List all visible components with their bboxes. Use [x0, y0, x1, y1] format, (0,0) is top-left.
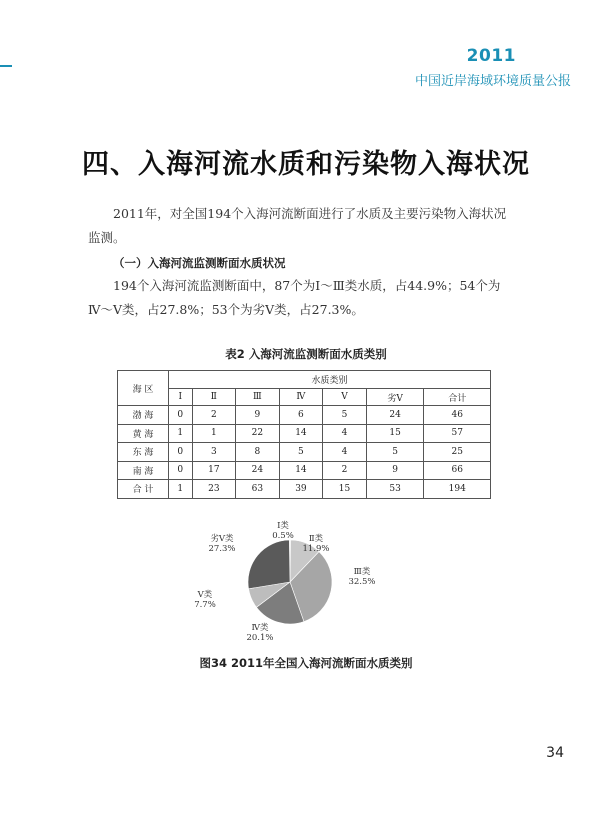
table-cell: 4 — [323, 424, 367, 443]
pie-label-value: 11.9% — [302, 544, 330, 554]
table-cell: 22 — [236, 424, 280, 443]
figure-caption: 图34 2011年全国入海河流断面水质类别 — [199, 656, 413, 670]
column-header-class: Ⅰ — [169, 389, 193, 406]
intro-line-2: 监测。 — [88, 230, 126, 245]
column-header-class: 劣Ⅴ — [366, 389, 424, 406]
section-heading: （一）入海河流监测断面水质状况 — [113, 256, 286, 270]
table-cell: 6 — [279, 406, 323, 425]
pie-label-category: Ⅳ类 — [251, 623, 269, 633]
pie-label — [180, 590, 230, 610]
column-header-region: 海 区 — [118, 371, 169, 406]
pie-label-category: Ⅲ类 — [353, 567, 371, 577]
table-caption: 表2 入海河流监测断面水质类别 — [225, 347, 387, 361]
table-cell: 66 — [424, 461, 491, 480]
pie-label — [235, 623, 285, 643]
table-cell: 2 — [192, 406, 236, 425]
row-region-cell: 东 海 — [118, 443, 169, 462]
section-line-1: 194个入海河流监测断面中，87个为Ⅰ～Ⅲ类水质，占44.9%；54个为 — [113, 278, 501, 293]
pie-label — [291, 534, 341, 554]
table-cell: 0 — [169, 443, 193, 462]
table-cell: 15 — [366, 424, 424, 443]
table-cell: 14 — [279, 461, 323, 480]
pie-label-value: 0.5% — [272, 531, 294, 541]
row-region-cell: 南 海 — [118, 461, 169, 480]
pie-label-value: 7.7% — [194, 600, 216, 610]
pie-label-category: Ⅰ类 — [277, 521, 289, 531]
table-cell: 14 — [279, 424, 323, 443]
table-cell: 1 — [192, 424, 236, 443]
table-cell: 25 — [424, 443, 491, 462]
column-header-class: Ⅳ — [279, 389, 323, 406]
pie-label — [337, 567, 387, 587]
table-cell: 46 — [424, 406, 491, 425]
table-cell: 8 — [236, 443, 280, 462]
table-cell: 53 — [366, 480, 424, 499]
intro-line-1: 2011年，对全国194个入海河流断面进行了水质及主要污染物入海状况 — [113, 206, 507, 221]
column-header-group: 水质类别 — [169, 371, 491, 389]
column-header-class: Ⅲ — [236, 389, 280, 406]
pie-label-value: 20.1% — [246, 633, 274, 643]
table-cell: 15 — [323, 480, 367, 499]
table-cell: 57 — [424, 424, 491, 443]
table-cell: 0 — [169, 461, 193, 480]
column-header-class: Ⅱ — [192, 389, 236, 406]
table-cell: 17 — [192, 461, 236, 480]
column-header-class: Ⅴ — [323, 389, 367, 406]
pie-label-category: 劣Ⅴ类 — [210, 534, 234, 544]
table-cell: 0 — [169, 406, 193, 425]
row-region-cell: 渤 海 — [118, 406, 169, 425]
table-cell: 23 — [192, 480, 236, 499]
pie-label-category: Ⅴ类 — [197, 590, 213, 600]
report-subtitle: 中国近岸海域环境质量公报 — [414, 74, 571, 89]
table-cell: 1 — [169, 424, 193, 443]
table-cell: 24 — [366, 406, 424, 425]
pie-label-value: 27.3% — [208, 544, 236, 554]
table-cell: 5 — [279, 443, 323, 462]
table-cell: 2 — [323, 461, 367, 480]
pie-slice — [248, 540, 290, 589]
pie-label-value: 32.5% — [348, 577, 376, 587]
pie-label — [197, 534, 247, 554]
table-cell: 1 — [169, 480, 193, 499]
table-cell: 63 — [236, 480, 280, 499]
table-cell: 5 — [323, 406, 367, 425]
table-cell: 3 — [192, 443, 236, 462]
table-cell: 4 — [323, 443, 367, 462]
row-region-cell: 黄 海 — [118, 424, 169, 443]
page-title: 四、入海河流水质和污染物入海状况 — [82, 149, 530, 180]
table-cell: 9 — [366, 461, 424, 480]
table-cell: 9 — [236, 406, 280, 425]
row-region-cell: 合 计 — [118, 480, 169, 499]
page-number: 34 — [546, 745, 564, 761]
table-cell: 39 — [279, 480, 323, 499]
column-header-class: 合计 — [424, 389, 491, 406]
table-cell: 5 — [366, 443, 424, 462]
report-year: 2011 — [466, 46, 516, 66]
pie-label-category: Ⅱ类 — [308, 534, 324, 544]
table-cell: 194 — [424, 480, 491, 499]
table-cell: 24 — [236, 461, 280, 480]
section-line-2: Ⅳ～Ⅴ类，占27.8%；53个为劣Ⅴ类，占27.3%。 — [88, 302, 364, 317]
